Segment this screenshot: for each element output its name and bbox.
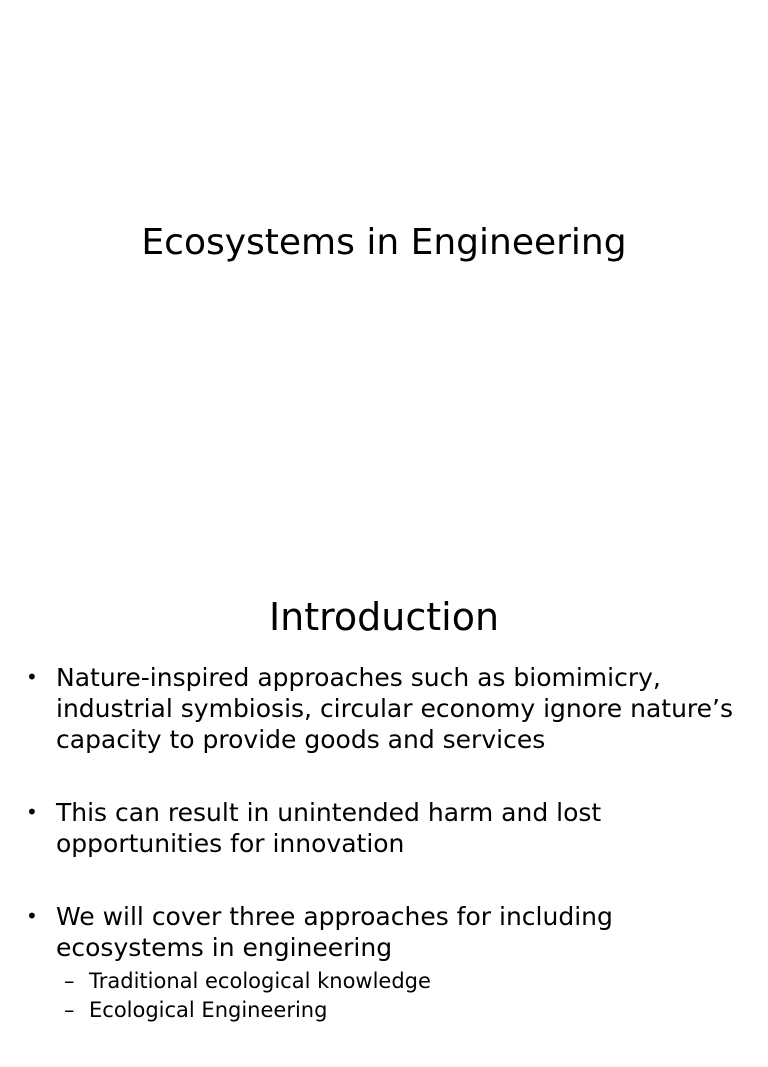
- sub-bullet-text: Traditional ecological knowledge: [89, 969, 431, 993]
- sub-bullet-text: Ecological Engineering: [89, 998, 328, 1022]
- introduction-slide: [0, 576, 768, 1024]
- bullet-text: This can result in unintended harm and lost opportunities for innovation: [56, 798, 602, 858]
- bullet-list: [0, 662, 768, 1067]
- bullet-marker: •: [26, 904, 38, 928]
- sub-bullet-item: [56, 996, 748, 1025]
- sub-bullet-marker: –: [64, 969, 75, 993]
- bullet-item: [0, 662, 768, 755]
- slide-heading: Introduction: [268, 595, 500, 639]
- sub-bullet-item: [56, 967, 748, 996]
- sub-bullet-marker: –: [64, 998, 75, 1022]
- bullet-item: [0, 901, 768, 1025]
- slide-title: Ecosystems in Engineering: [141, 222, 627, 263]
- bullet-text: We will cover three approaches for including ecosystems in engineering: [56, 902, 613, 962]
- bullet-marker: •: [26, 665, 38, 689]
- bullet-item: [0, 797, 768, 859]
- sub-bullet-list: [56, 967, 748, 1025]
- bullet-marker: •: [26, 800, 38, 824]
- bullet-text: Nature-inspired approaches such as biomimicry, industrial symbiosis, circular economy ignore nature’s capacity to provide goods and services: [56, 663, 734, 754]
